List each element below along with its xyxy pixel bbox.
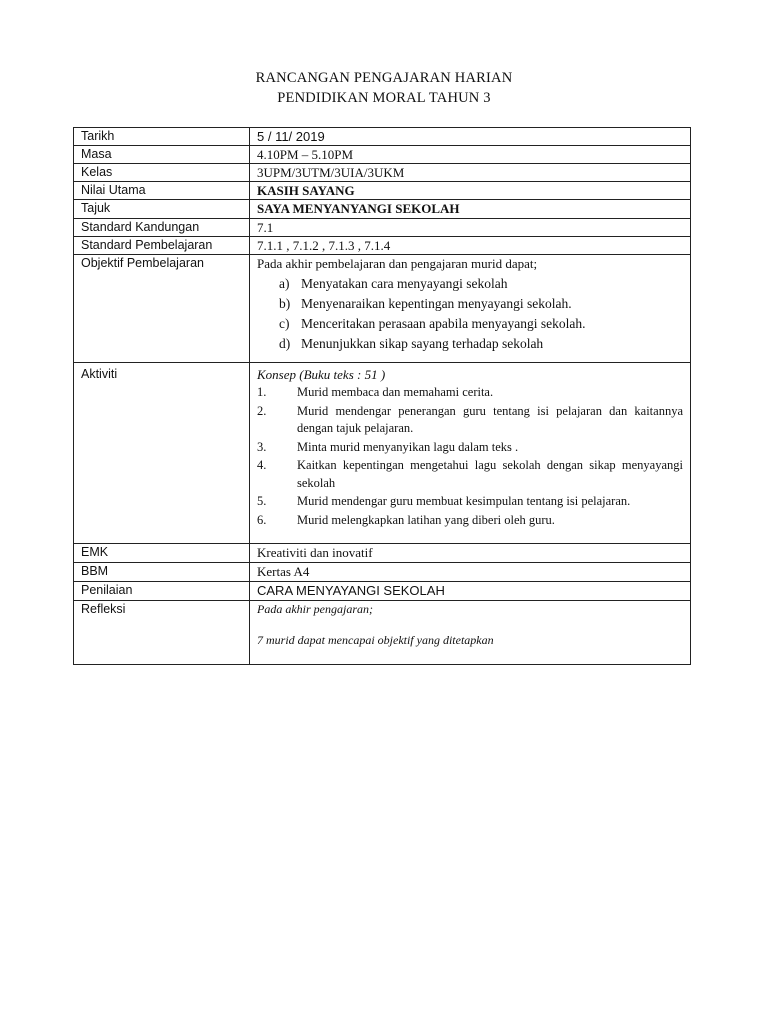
row-aktiviti	[74, 363, 691, 544]
label-aktiviti: Aktiviti	[74, 363, 250, 544]
document-title: RANCANGAN PENGAJARAN HARIAN	[255, 70, 513, 86]
aktiviti-item: 3. Minta murid menyanyikan lagu dalam teks .	[257, 439, 519, 454]
row-masa	[74, 146, 691, 164]
row-tarikh	[74, 128, 691, 146]
value-standard-kandungan: 7.1	[250, 219, 691, 237]
aktiviti-konsep: Konsep (Buku teks : 51 )	[257, 367, 386, 382]
refleksi-line-2: 7 murid dapat mencapai objektif yang ditetapkan	[257, 633, 494, 647]
aktiviti-item: 2. Murid mendengar penerangan guru tentang isi pelajaran dan kaitannya dengan tajuk pelajaran.	[257, 403, 683, 435]
value-penilaian: CARA MENYAYANGI SEKOLAH	[250, 582, 691, 601]
label-nilai-utama: Nilai Utama	[74, 182, 250, 200]
label-tarikh: Tarikh	[74, 128, 250, 146]
label-standard-pembelajaran: Standard Pembelajaran	[74, 237, 250, 255]
value-tajuk: SAYA MENYANYANGI SEKOLAH	[250, 200, 691, 219]
aktiviti-item: 1. Murid membaca dan memahami cerita.	[257, 385, 494, 399]
objektif-item: c) Menceritakan perasaan apabila menyayangi sekolah.	[279, 316, 586, 331]
row-standard-kandungan	[74, 219, 691, 237]
lesson-plan-table	[73, 127, 691, 665]
value-refleksi	[250, 601, 691, 665]
label-refleksi: Refleksi	[74, 601, 250, 665]
row-tajuk	[74, 200, 691, 219]
objektif-list	[279, 274, 683, 354]
objektif-item: b) Menyenaraikan kepentingan menyayangi sekolah.	[279, 296, 572, 311]
row-nilai-utama	[74, 182, 691, 200]
objektif-item: d) Menunjukkan sikap sayang terhadap sekolah	[279, 336, 544, 351]
row-emk	[74, 544, 691, 563]
label-masa: Masa	[74, 146, 250, 164]
value-kelas: 3UPM/3UTM/3UIA/3UKM	[250, 164, 691, 182]
value-tarikh: 5 / 11/ 2019	[250, 128, 691, 146]
value-nilai-utama: KASIH SAYANG	[250, 182, 691, 200]
value-masa: 4.10PM – 5.10PM	[250, 146, 691, 164]
label-bbm: BBM	[74, 563, 250, 582]
objektif-intro: Pada akhir pembelajaran dan pengajaran murid dapat;	[257, 256, 538, 271]
aktiviti-list	[257, 384, 683, 529]
aktiviti-item: 5. Murid mendengar guru membuat kesimpulan tentang isi pelajaran.	[257, 494, 631, 508]
label-standard-kandungan: Standard Kandungan	[74, 219, 250, 237]
objektif-item: a) Menyatakan cara menyayangi sekolah	[279, 276, 508, 291]
aktiviti-item: 4. Kaitkan kepentingan mengetahui lagu sekolah dengan sikap menyayangi sekolah	[257, 458, 683, 490]
row-objektif	[74, 255, 691, 363]
label-objektif: Objektif Pembelajaran	[74, 255, 250, 363]
aktiviti-item: 6. Murid melengkapkan latihan yang diberi oleh guru.	[257, 512, 555, 527]
value-objektif	[250, 255, 691, 363]
value-aktiviti	[250, 363, 691, 544]
label-emk: EMK	[74, 544, 250, 563]
document-header	[0, 68, 768, 108]
label-kelas: Kelas	[74, 164, 250, 182]
document-subtitle: PENDIDIKAN MORAL TAHUN 3	[277, 90, 491, 106]
label-penilaian: Penilaian	[74, 582, 250, 601]
row-penilaian	[74, 582, 691, 601]
refleksi-line-1: Pada akhir pengajaran;	[257, 602, 373, 616]
row-standard-pembelajaran	[74, 237, 691, 255]
row-refleksi	[74, 601, 691, 665]
label-tajuk: Tajuk	[74, 200, 250, 219]
value-standard-pembelajaran: 7.1.1 , 7.1.2 , 7.1.3 , 7.1.4	[250, 237, 691, 255]
row-bbm	[74, 563, 691, 582]
value-emk: Kreativiti dan inovatif	[250, 544, 691, 563]
row-kelas	[74, 164, 691, 182]
value-bbm: Kertas A4	[250, 563, 691, 582]
